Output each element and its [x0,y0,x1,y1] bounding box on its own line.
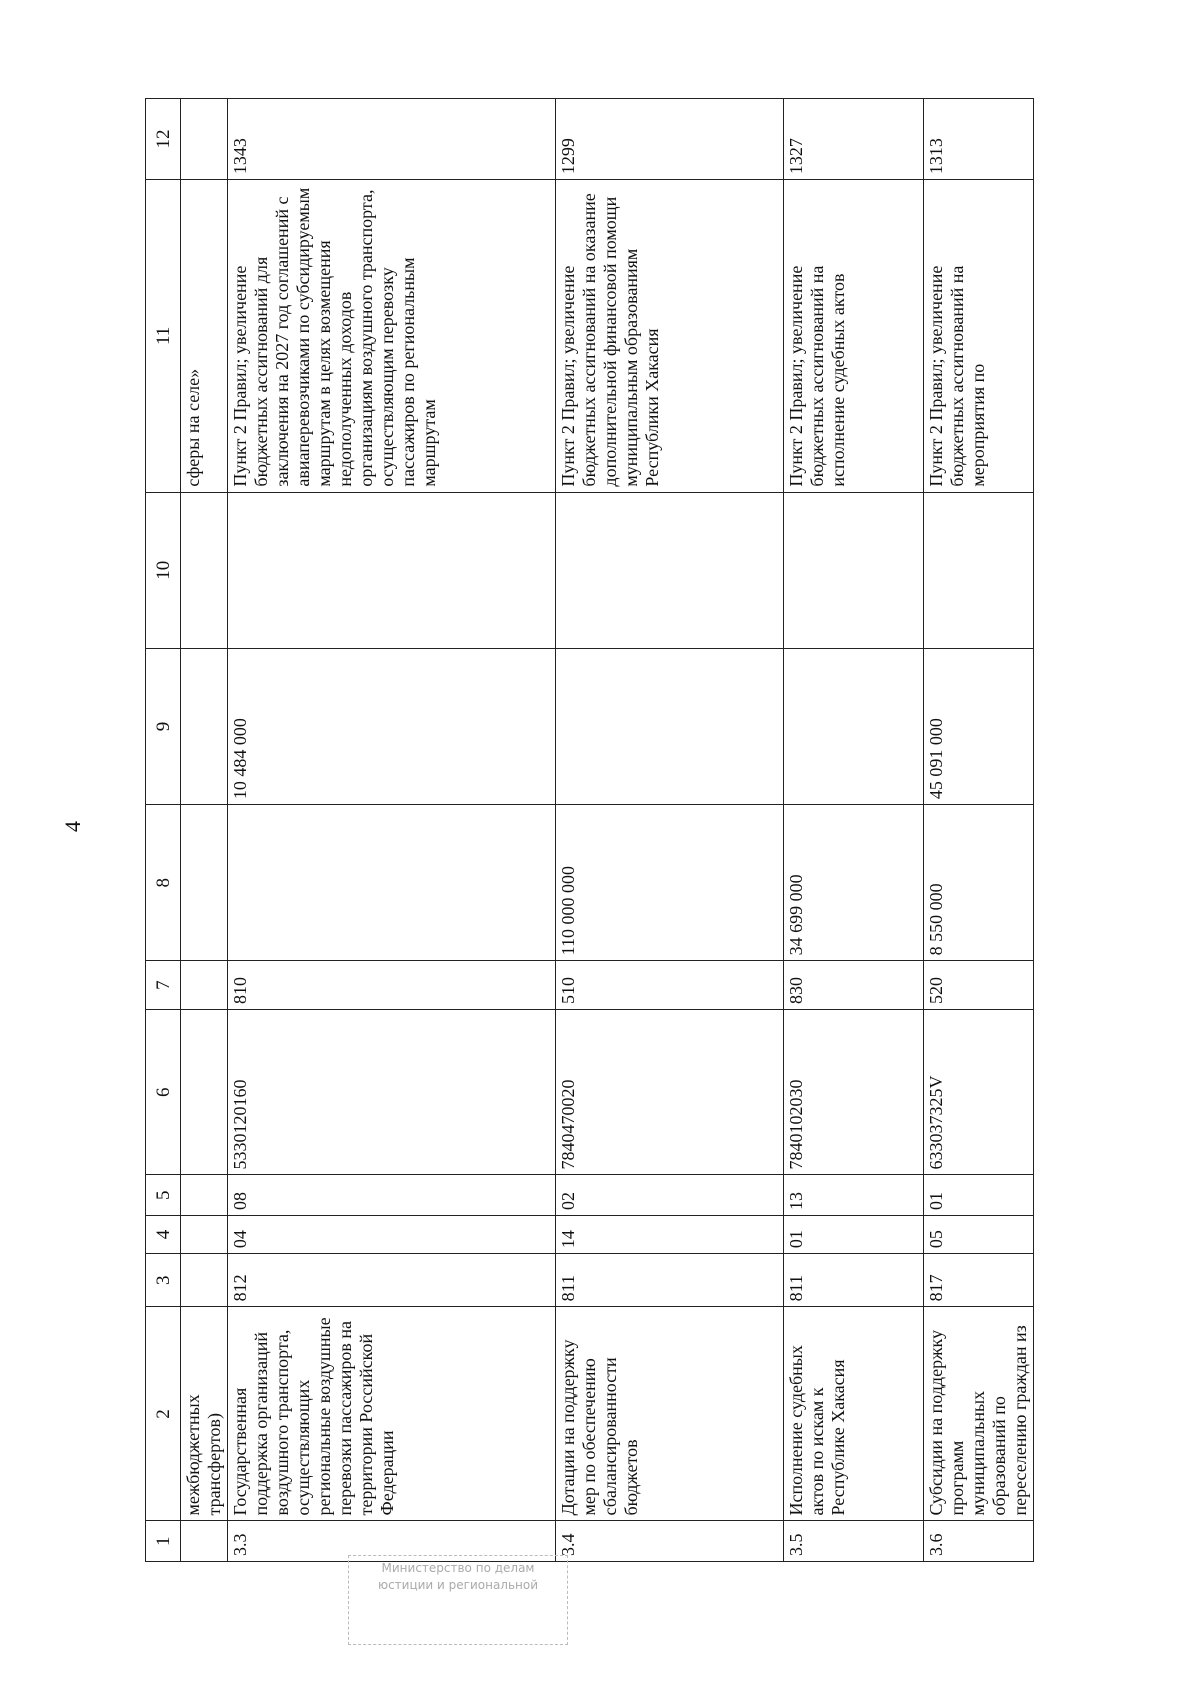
table-row [784,99,924,1562]
code-cell: 13 [784,1175,924,1216]
stamp-line: юстиции и региональной [377,1578,539,1592]
code-cell: 01 [924,1175,1034,1216]
row-number: 3.3 [228,1521,556,1562]
code-cell: 7840470020 [556,1009,784,1175]
basis-cell: Пункт 2 Правил; увеличение бюджетных ассигнований на исполнение судебных актов [784,180,924,493]
amount-cell [228,492,556,648]
row-number [181,1521,228,1562]
code-cell [181,1009,228,1175]
amount-cell [784,492,924,648]
amount-cell: 45 091 000 [924,648,1034,804]
code-cell: 7840102030 [784,1009,924,1175]
header-cell: 2 [146,1307,181,1521]
reference-cell: 1327 [784,99,924,180]
row-number: 3.4 [556,1521,784,1562]
basis-cell: Пункт 2 Правил; увеличение бюджетных ассигнований на мероприятия по [924,180,1034,493]
amount-cell [924,492,1034,648]
page-number: 4 [60,821,85,832]
code-cell: 812 [228,1254,556,1307]
code-cell: 5330120160 [228,1009,556,1175]
stamp-line: Министерство по делам [381,1561,535,1575]
header-cell: 3 [146,1254,181,1307]
reference-cell: 1299 [556,99,784,180]
table-row [228,99,556,1562]
code-cell: 14 [556,1215,784,1253]
amount-cell [784,648,924,804]
code-cell: 810 [228,961,556,1010]
amount-cell [228,805,556,961]
code-cell: 817 [924,1254,1034,1307]
amount-cell [181,648,228,804]
item-name: межбюджетных трансфертов) [181,1307,228,1521]
item-name: Исполнение судебных актов по искам к Республике Хакасия [784,1307,924,1521]
code-cell [181,1254,228,1307]
ministry-stamp [348,1555,568,1645]
code-cell [181,1215,228,1253]
table-row [181,99,228,1562]
rotated-table-container [145,98,1034,1562]
amount-cell [181,805,228,961]
code-cell: 811 [784,1254,924,1307]
code-cell: 520 [924,961,1034,1010]
item-name: Государственная поддержка организаций воздушного транспорта, осуществляющих региональные воздушные перевозки пассажиров на территории Российской Федерации [228,1307,556,1521]
amount-cell [181,492,228,648]
header-row [146,99,181,1562]
budget-table [145,98,1034,1562]
code-cell: 633037325V [924,1009,1034,1175]
code-cell: 811 [556,1254,784,1307]
table-row [556,99,784,1562]
code-cell: 08 [228,1175,556,1216]
item-name: Субсидии на поддержку программ муниципальных образований по переселению граждан из [924,1307,1034,1521]
row-number: 3.6 [924,1521,1034,1562]
code-cell: 02 [556,1175,784,1216]
code-cell [181,961,228,1010]
code-cell: 04 [228,1215,556,1253]
header-cell: 4 [146,1215,181,1253]
basis-cell: сферы на селе» [181,180,228,493]
code-cell [181,1175,228,1216]
amount-cell: 110 000 000 [556,805,784,961]
table-row [924,99,1034,1562]
header-cell: 10 [146,492,181,648]
code-cell: 830 [784,961,924,1010]
header-cell: 9 [146,648,181,804]
header-cell: 11 [146,180,181,493]
amount-cell: 8 550 000 [924,805,1034,961]
code-cell: 01 [784,1215,924,1253]
header-cell: 6 [146,1009,181,1175]
reference-cell: 1313 [924,99,1034,180]
code-cell: 05 [924,1215,1034,1253]
amount-cell [556,492,784,648]
header-cell: 8 [146,805,181,961]
header-cell: 5 [146,1175,181,1216]
basis-cell: Пункт 2 Правил; увеличение бюджетных ассигнований на оказание дополнительной финансовой помощи муниципальным образованиям Республики Хакасия [556,180,784,493]
reference-cell: 1343 [228,99,556,180]
header-cell: 12 [146,99,181,180]
amount-cell [556,648,784,804]
amount-cell: 34 699 000 [784,805,924,961]
header-cell: 1 [146,1521,181,1562]
code-cell: 510 [556,961,784,1010]
reference-cell [181,99,228,180]
amount-cell: 10 484 000 [228,648,556,804]
item-name: Дотации на поддержку мер по обеспечению сбалансированности бюджетов [556,1307,784,1521]
basis-cell: Пункт 2 Правил; увеличение бюджетных ассигнований для заключения на 2027 год соглашений с авиаперевозчиками по субсидируемым маршрутам в целях возмещения недополученных доходов организациям воздушного транспорта, осуществляющим перевозку пассажиров по региональным маршрутам [228,180,556,493]
row-number: 3.5 [784,1521,924,1562]
header-cell: 7 [146,961,181,1010]
